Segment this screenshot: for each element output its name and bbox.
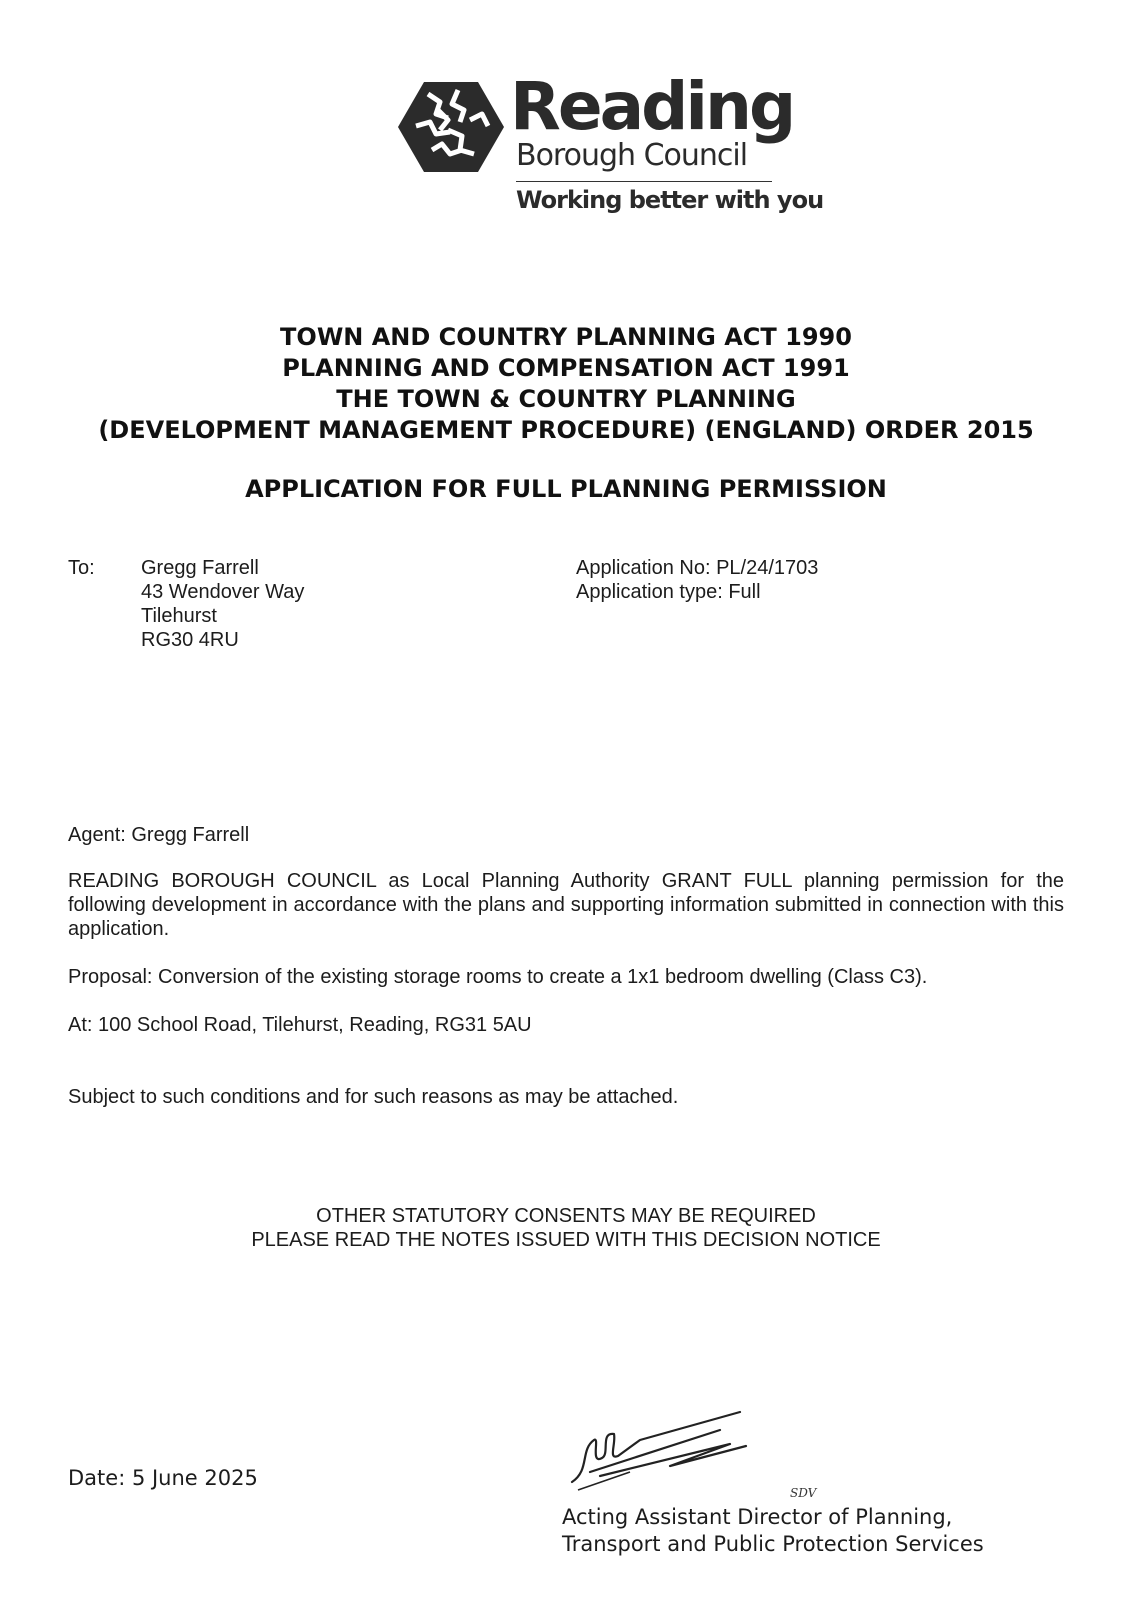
note-line: PLEASE READ THE NOTES ISSUED WITH THIS DECISION NOTICE — [251, 1229, 881, 1251]
act-line: (DEVELOPMENT MANAGEMENT PROCEDURE) (ENGLAND) ORDER 2015 — [98, 416, 1034, 444]
to-label: To: — [68, 557, 95, 579]
decision-date: Date: 5 June 2025 — [68, 1466, 258, 1490]
signatory-line: Acting Assistant Director of Planning, — [562, 1505, 953, 1529]
recipient-name: Gregg Farrell — [141, 557, 259, 579]
grant-statement: READING BOROUGH COUNCIL as Local Planning Authority GRANT FULL planning permission for the following development in accordance with the plans and supporting information submitted in connection with this application. — [68, 870, 1064, 940]
logo-subtitle: Borough Council — [516, 138, 748, 173]
site-address: At: 100 School Road, Tilehurst, Reading, RG31 5AU — [68, 1014, 532, 1036]
recipient-address-line: Tilehurst — [141, 605, 217, 627]
application-number: Application No: PL/24/1703 — [576, 557, 819, 579]
note-line: OTHER STATUTORY CONSENTS MAY BE REQUIRED — [316, 1205, 816, 1227]
application-title: APPLICATION FOR FULL PLANNING PERMISSION — [245, 475, 887, 503]
signatory-line: Transport and Public Protection Services — [562, 1532, 984, 1556]
act-line: THE TOWN & COUNTRY PLANNING — [336, 385, 796, 413]
council-logo — [398, 68, 824, 218]
statutory-notes — [0, 1204, 1132, 1252]
recipient-address-line: RG30 4RU — [141, 629, 239, 651]
acts-heading — [0, 322, 1132, 446]
recipient-address-line: 43 Wendover Way — [141, 581, 305, 603]
signatory-title — [562, 1504, 984, 1558]
logo-name: Reading — [510, 68, 794, 145]
logo-emblem-icon — [398, 80, 504, 174]
logo-tagline: Working better with you — [516, 186, 824, 214]
agent: Agent: Gregg Farrell — [68, 824, 250, 846]
proposal: Proposal: Conversion of the existing storage rooms to create a 1x1 bedroom dwelling (Class C3). — [68, 966, 928, 988]
conditions-note: Subject to such conditions and for such reasons as may be attached. — [68, 1086, 679, 1108]
application-type: Application type: Full — [576, 581, 761, 603]
signature-initials: SDV — [790, 1486, 817, 1500]
act-line: TOWN AND COUNTRY PLANNING ACT 1990 — [280, 323, 852, 351]
act-line: PLANNING AND COMPENSATION ACT 1991 — [282, 354, 850, 382]
signature — [570, 1410, 770, 1500]
logo-divider — [516, 181, 772, 182]
